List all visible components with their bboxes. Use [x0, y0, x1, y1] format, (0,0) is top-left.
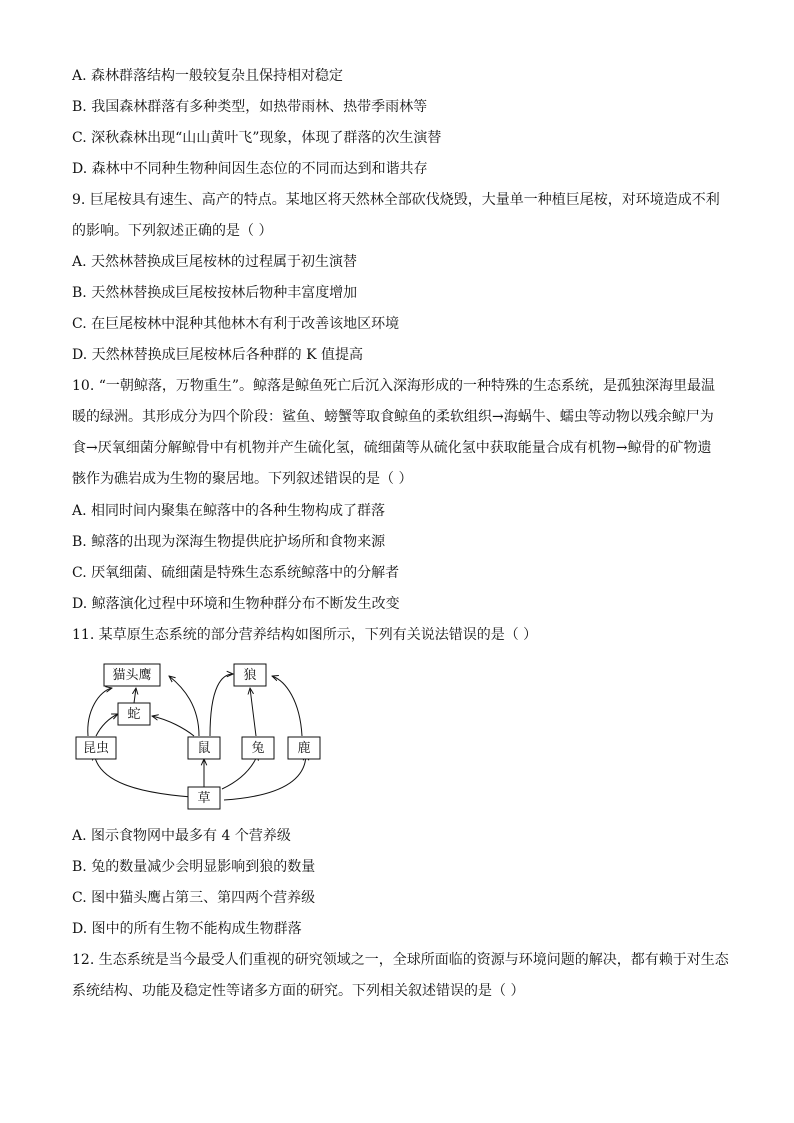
q9-option-b: B. 天然林替换成巨尾桉按林后物种丰富度增加 [72, 285, 358, 301]
node-rabbit [242, 737, 274, 759]
q11-stem: 11. 某草原生态系统的部分营养结构如图所示，下列有关说法错误的是（ ） [72, 627, 538, 643]
node-owl [104, 664, 160, 686]
q8-option-a: A. 森林群落结构一般较复杂且保持相对稳定 [72, 68, 344, 84]
q9-option-c: C. 在巨尾桉林中混种其他林木有利于改善该地区环境 [72, 316, 400, 332]
node-grass-label: 草 [197, 791, 211, 806]
node-deer-label: 鹿 [297, 741, 311, 756]
q10-option-d: D. 鲸落演化过程中环境和生物种群分布不断发生改变 [72, 596, 400, 612]
q8-option-b: B. 我国森林群落有多种类型，如热带雨林、热带季雨林等 [72, 99, 428, 115]
node-insect-label: 昆虫 [82, 741, 110, 756]
node-deer [288, 737, 320, 759]
node-insect [76, 737, 116, 759]
q11-option-d: D. 图中的所有生物不能构成生物群落 [72, 921, 302, 937]
q10-option-c: C. 厌氧细菌、硫细菌是特殊生态系统鲸落中的分解者 [72, 565, 400, 581]
node-wolf-label: 狼 [243, 668, 257, 683]
arrow-mouse-snake [152, 716, 194, 736]
q10-option-b: B. 鲸落的出现为深海生物提供庇护场所和食物来源 [72, 534, 386, 550]
q12-stem-line-2: 系统结构、功能及稳定性等诸多方面的研究。下列相关叙述错误的是（ ） [72, 983, 525, 999]
node-owl-label: 猫头鹰 [112, 668, 152, 683]
arrow-mouse-owl [169, 676, 199, 736]
node-grass [188, 787, 220, 809]
node-wolf [234, 664, 266, 686]
q8-option-c: C. 深秋森林出现“山山黄叶飞”现象，体现了群落的次生演替 [72, 130, 442, 146]
q11-option-a: A. 图示食物网中最多有 4 个营养级 [72, 828, 291, 844]
q9-stem-line-2: 的影响。下列叙述正确的是（ ） [72, 223, 273, 239]
q11-option-b: B. 兔的数量减少会明显影响到狼的数量 [72, 859, 316, 875]
node-mouse-label: 鼠 [197, 741, 211, 756]
q12-stem-line-1: 12. 生态系统是当今最受人们重视的研究领域之一，全球所面临的资源与环境问题的解决，都有赖于对生态 [72, 952, 729, 968]
q10-stem-line-1: 10. “一朝鲸落，万物重生”。鲸落是鲸鱼死亡后沉入深海形成的一种特殊的生态系统，是孤独深海里最温 [72, 378, 716, 394]
arrow-rabbit-wolf [250, 688, 256, 736]
arrow-insect-snake [96, 714, 118, 736]
q10-stem-line-4: 骸作为礁岩成为生物的聚居地。下列叙述错误的是（ ） [72, 471, 413, 487]
node-snake-label: 蛇 [127, 707, 141, 722]
q10-option-a: A. 相同时间内聚集在鲸落中的各种生物构成了群落 [72, 503, 386, 519]
food-web-diagram [74, 656, 324, 816]
q10-stem-line-3: 食→厌氧细菌分解鲸骨中有机物并产生硫化氢，硫细菌等从硫化氢中获取能量合成有机物→鲸骨的矿物遗 [72, 440, 712, 456]
node-mouse [188, 737, 220, 759]
arrow-snake-owl [134, 688, 136, 703]
node-rabbit-label: 兔 [251, 741, 265, 756]
q9-option-a: A. 天然林替换成巨尾桉林的过程属于初生演替 [72, 254, 358, 270]
arrow-mouse-wolf [210, 674, 233, 736]
q11-option-c: C. 图中猫头鹰占第三、第四两个营养级 [72, 890, 316, 906]
node-snake [118, 703, 150, 725]
arrow-deer-wolf [272, 676, 302, 736]
q8-option-d: D. 森林中不同种生物种间因生态位的不同而达到和谐共存 [72, 161, 428, 177]
arrow-grass-deer [224, 754, 306, 800]
q9-stem-line-1: 9. 巨尾桉具有速生、高产的特点。某地区将天然林全部砍伐烧毁，大量单一种植巨尾桉，对环境造成不利 [72, 192, 720, 208]
q10-stem-line-2: 暖的绿洲。其形成分为四个阶段：鲨鱼、螃蟹等取食鲸鱼的柔软组织→海蜗牛、蠕虫等动物以残余鲸尸为 [72, 409, 714, 425]
q9-option-d: D. 天然林替换成巨尾桉林后各种群的 K 值提高 [72, 347, 363, 363]
